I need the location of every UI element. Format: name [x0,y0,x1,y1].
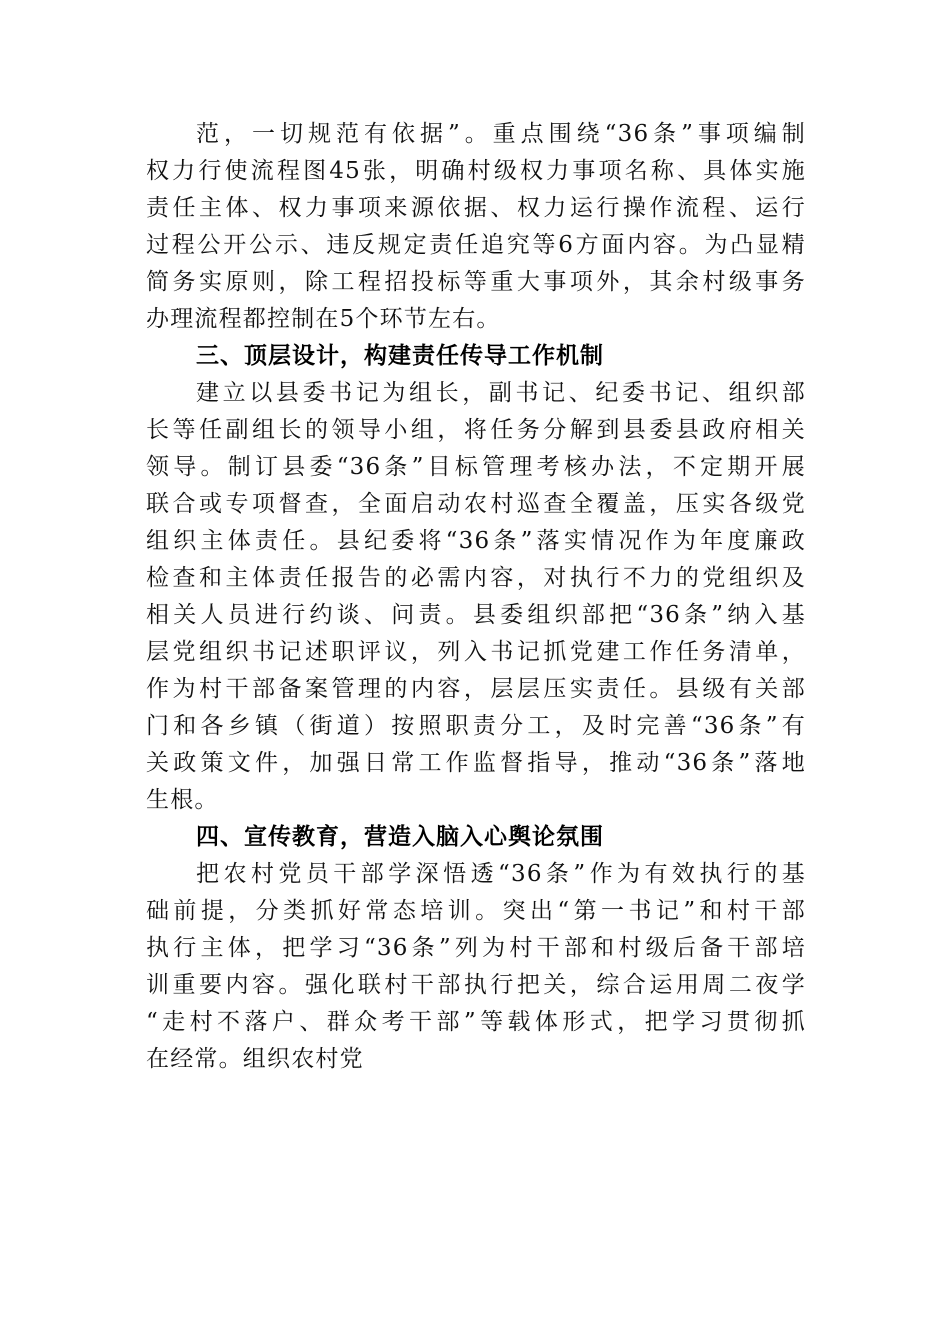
text-line: 把农村党员干部学深悟透“36条”作为有效执行的基 [196,861,806,887]
paragraph-power-flow [146,116,806,338]
text-line: “走村不落户、群众考干部”等载体形式，把学习贯彻抓 [146,1009,806,1035]
text-line: 门和各乡镇（街道）按照职责分工，及时完善“36条”有 [146,713,806,739]
paragraph-education [146,856,806,1078]
text-line: 领导。制订县委“36条”目标管理考核办法，不定期开展 [146,454,806,480]
text-line: 联合或专项督查，全面启动农村巡查全覆盖，压实各级党 [146,491,806,517]
text-line: 相关人员进行约谈、问责。县委组织部把“36条”纳入基 [146,602,806,628]
text-line: 责任主体、权力事项来源依据、权力运行操作流程、运行 [146,195,806,221]
text-line: 简务实原则，除工程招投标等重大事项外，其余村级事务 [146,269,806,295]
text-line: 层党组织书记述职评议，列入书记抓党建工作任务清单， [146,639,806,665]
document-body [146,116,806,1078]
text-line: 组织主体责任。县纪委将“36条”落实情况作为年度廉政 [146,528,806,554]
text-line: 长等任副组长的领导小组，将任务分解到县委县政府相关 [146,417,806,443]
text-line: 过程公开公示、违反规定责任追究等6方面内容。为凸显精 [146,232,806,258]
text-line: 检查和主体责任报告的必需内容，对执行不力的党组织及 [146,565,806,591]
text-line: 执行主体，把学习“36条”列为村干部和村级后备干部培 [146,935,806,961]
text-line: 关政策文件，加强日常工作监督指导，推动“36条”落地 [146,750,806,776]
text-line: 在经常。组织农村党 [146,1046,364,1072]
text-line: 生根。 [146,787,219,813]
text-line: 础前提，分类抓好常态培训。突出“第一书记”和村干部 [146,898,806,924]
text-line: 训重要内容。强化联村干部执行把关，综合运用周二夜学 [146,972,806,998]
paragraph-responsibility [146,375,806,819]
text-line: 办理流程都控制在5个环节左右。 [146,306,501,332]
section-heading-4: 四、宣传教育，营造入脑入心舆论氛围 [196,824,604,850]
section-heading-3: 三、顶层设计，构建责任传导工作机制 [196,343,604,369]
text-line: 作为村干部备案管理的内容，层层压实责任。县级有关部 [146,676,806,702]
text-line: 范，一切规范有依据”。重点围绕“36条”事项编制 [196,121,806,147]
text-line: 权力行使流程图45张，明确村级权力事项名称、具体实施 [146,158,806,184]
text-line: 建立以县委书记为组长，副书记、纪委书记、组织部 [196,380,806,406]
